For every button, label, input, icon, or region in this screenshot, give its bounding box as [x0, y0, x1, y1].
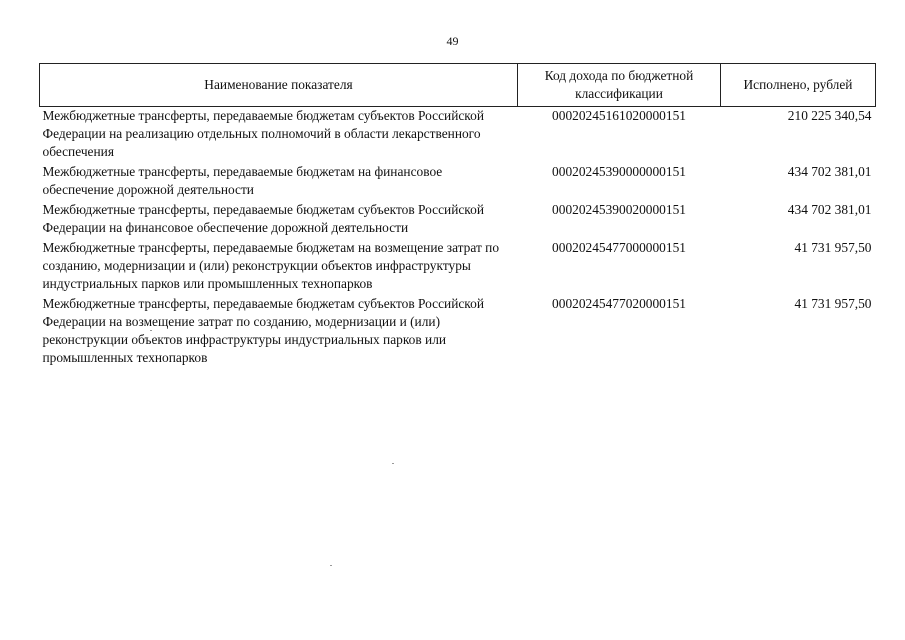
income-code: 00020245161020000151 — [552, 108, 686, 123]
executed-amount: 434 702 381,01 — [787, 164, 872, 179]
table-header-row — [40, 64, 876, 107]
scan-speck — [150, 330, 152, 331]
header-amount: Исполнено, рублей — [721, 64, 876, 107]
table-row — [40, 295, 876, 369]
header-code: Код дохода по бюджетной классификации — [518, 64, 721, 107]
executed-amount: 41 731 957,50 — [794, 240, 872, 255]
indicator-name: Межбюджетные трансферты, передаваемые бюджетам на возмещение затрат по созданию, модернизации и (или) реконструкции объектов инфраструктуры индустриальных парков или промышленных технопарков — [42, 240, 500, 291]
indicator-name: Межбюджетные трансферты, передаваемые бюджетам субъектов Российской Федерации на финансовое обеспечение дорожной деятельности — [42, 202, 484, 235]
income-code: 00020245390000000151 — [552, 164, 686, 179]
indicator-name: Межбюджетные трансферты, передаваемые бюджетам субъектов Российской Федерации на реализацию отдельных полномочий в области лекарственного обеспечения — [42, 108, 484, 159]
indicator-name: Межбюджетные трансферты, передаваемые бюджетам на финансовое обеспечение дорожной деятельности — [42, 164, 443, 197]
table-row — [40, 107, 876, 164]
executed-amount: 41 731 957,50 — [794, 296, 872, 311]
table-row — [40, 201, 876, 239]
header-name: Наименование показателя — [40, 64, 518, 107]
income-code: 00020245477000000151 — [552, 240, 686, 255]
page-number: 49 — [446, 34, 459, 48]
income-code: 00020245477020000151 — [552, 296, 686, 311]
executed-amount: 434 702 381,01 — [787, 202, 872, 217]
table-row — [40, 239, 876, 295]
budget-table — [39, 63, 876, 369]
table-row — [40, 163, 876, 201]
scan-speck — [330, 565, 332, 566]
scan-speck — [392, 463, 394, 464]
income-code: 00020245390020000151 — [552, 202, 686, 217]
indicator-name: Межбюджетные трансферты, передаваемые бюджетам субъектов Российской Федерации на возмещение затрат по созданию, модернизации и (или) реконструкции объектов инфраструктуры индустриальных парков или промышленных технопарков — [42, 296, 484, 365]
executed-amount: 210 225 340,54 — [787, 108, 872, 123]
